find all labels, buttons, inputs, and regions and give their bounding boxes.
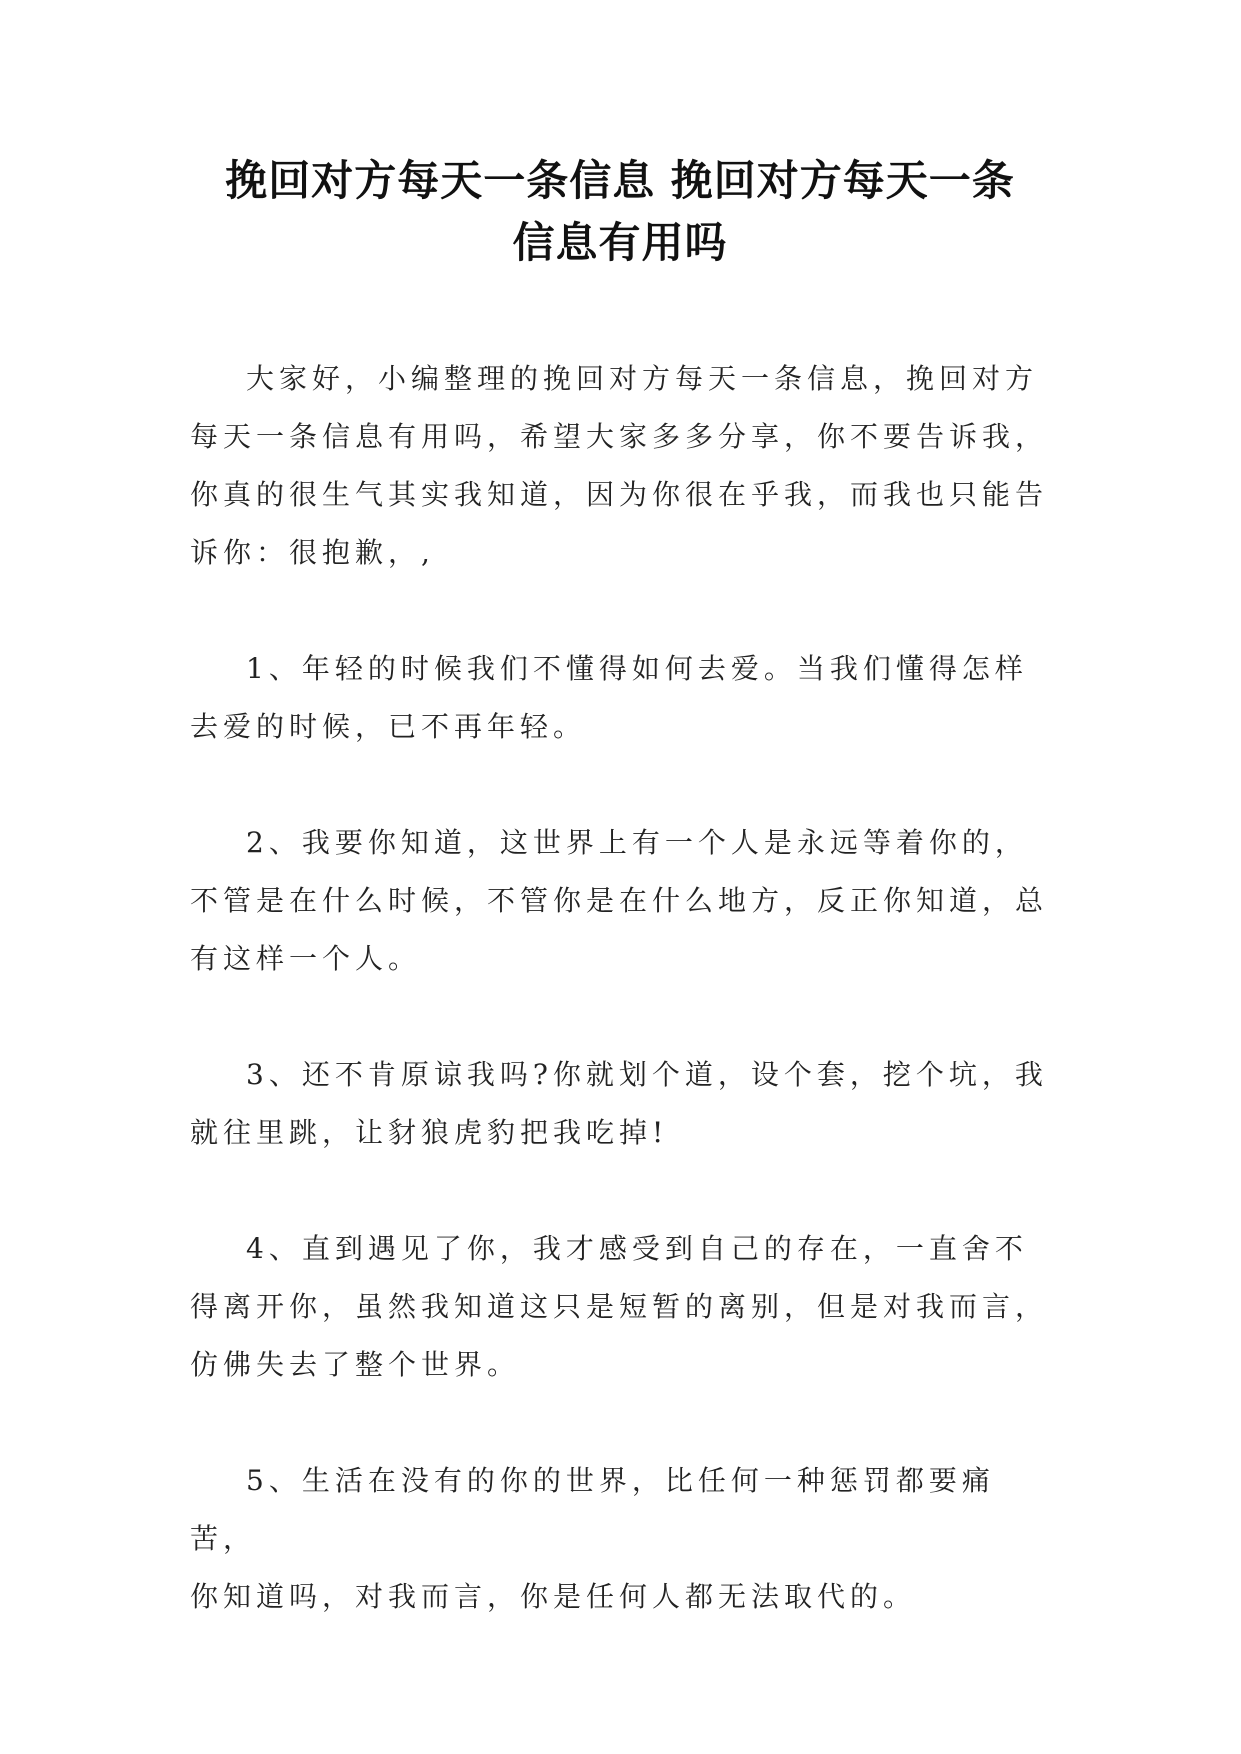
paragraph-line: 有这样一个人。	[190, 942, 422, 975]
paragraph-line: 不管是在什么时候，不管你是在什么地方，反正你知道，总	[190, 884, 1049, 917]
title-line-2: 信息有用吗	[512, 218, 728, 267]
paragraph-line: 你知道吗，对我而言，你是任何人都无法取代的。	[190, 1580, 917, 1613]
paragraph-item-5	[190, 1452, 1050, 1626]
document-title	[150, 150, 1090, 274]
paragraph-item-2	[190, 814, 1050, 988]
document-body	[190, 350, 1050, 1626]
paragraph-line: 5、生活在没有的你的世界，比任何一种惩罚都要痛苦，	[190, 1464, 995, 1555]
paragraph-gap	[190, 1394, 1050, 1452]
paragraph-line: 诉你：很抱歉，,	[190, 536, 435, 569]
paragraph-line: 每天一条信息有用吗，希望大家多多分享，你不要告诉我，	[190, 420, 1049, 453]
paragraph-line: 2、我要你知道，这世界上有一个人是永远等着你的，	[246, 826, 1028, 859]
paragraph-item-1	[190, 640, 1050, 756]
paragraph-intro	[190, 350, 1050, 582]
paragraph-gap	[190, 1162, 1050, 1220]
paragraph-line: 去爱的时候，已不再年轻。	[190, 710, 587, 743]
paragraph-gap	[190, 988, 1050, 1046]
paragraph-gap	[190, 582, 1050, 640]
paragraph-line: 1、年轻的时候我们不懂得如何去爱。当我们懂得怎样	[246, 652, 1028, 685]
paragraph-line: 仿佛失去了整个世界。	[190, 1348, 521, 1381]
paragraph-line: 得离开你，虽然我知道这只是短暂的离别，但是对我而言，	[190, 1290, 1049, 1323]
paragraph-line: 4、直到遇见了你，我才感受到自己的存在，一直舍不	[246, 1232, 1028, 1265]
paragraph-gap	[190, 756, 1050, 814]
paragraph-line: 就往里跳，让豺狼虎豹把我吃掉!	[190, 1116, 669, 1149]
paragraph-line: 3、还不肯原谅我吗?你就划个道，设个套，挖个坑，我	[246, 1058, 1048, 1091]
paragraph-line: 你真的很生气其实我知道，因为你很在乎我，而我也只能告	[190, 478, 1049, 511]
paragraph-item-4	[190, 1220, 1050, 1394]
title-line-1: 挽回对方每天一条信息 挽回对方每天一条	[225, 156, 1015, 205]
paragraph-item-3	[190, 1046, 1050, 1162]
paragraph-line: 大家好，小编整理的挽回对方每天一条信息，挽回对方	[246, 362, 1039, 395]
